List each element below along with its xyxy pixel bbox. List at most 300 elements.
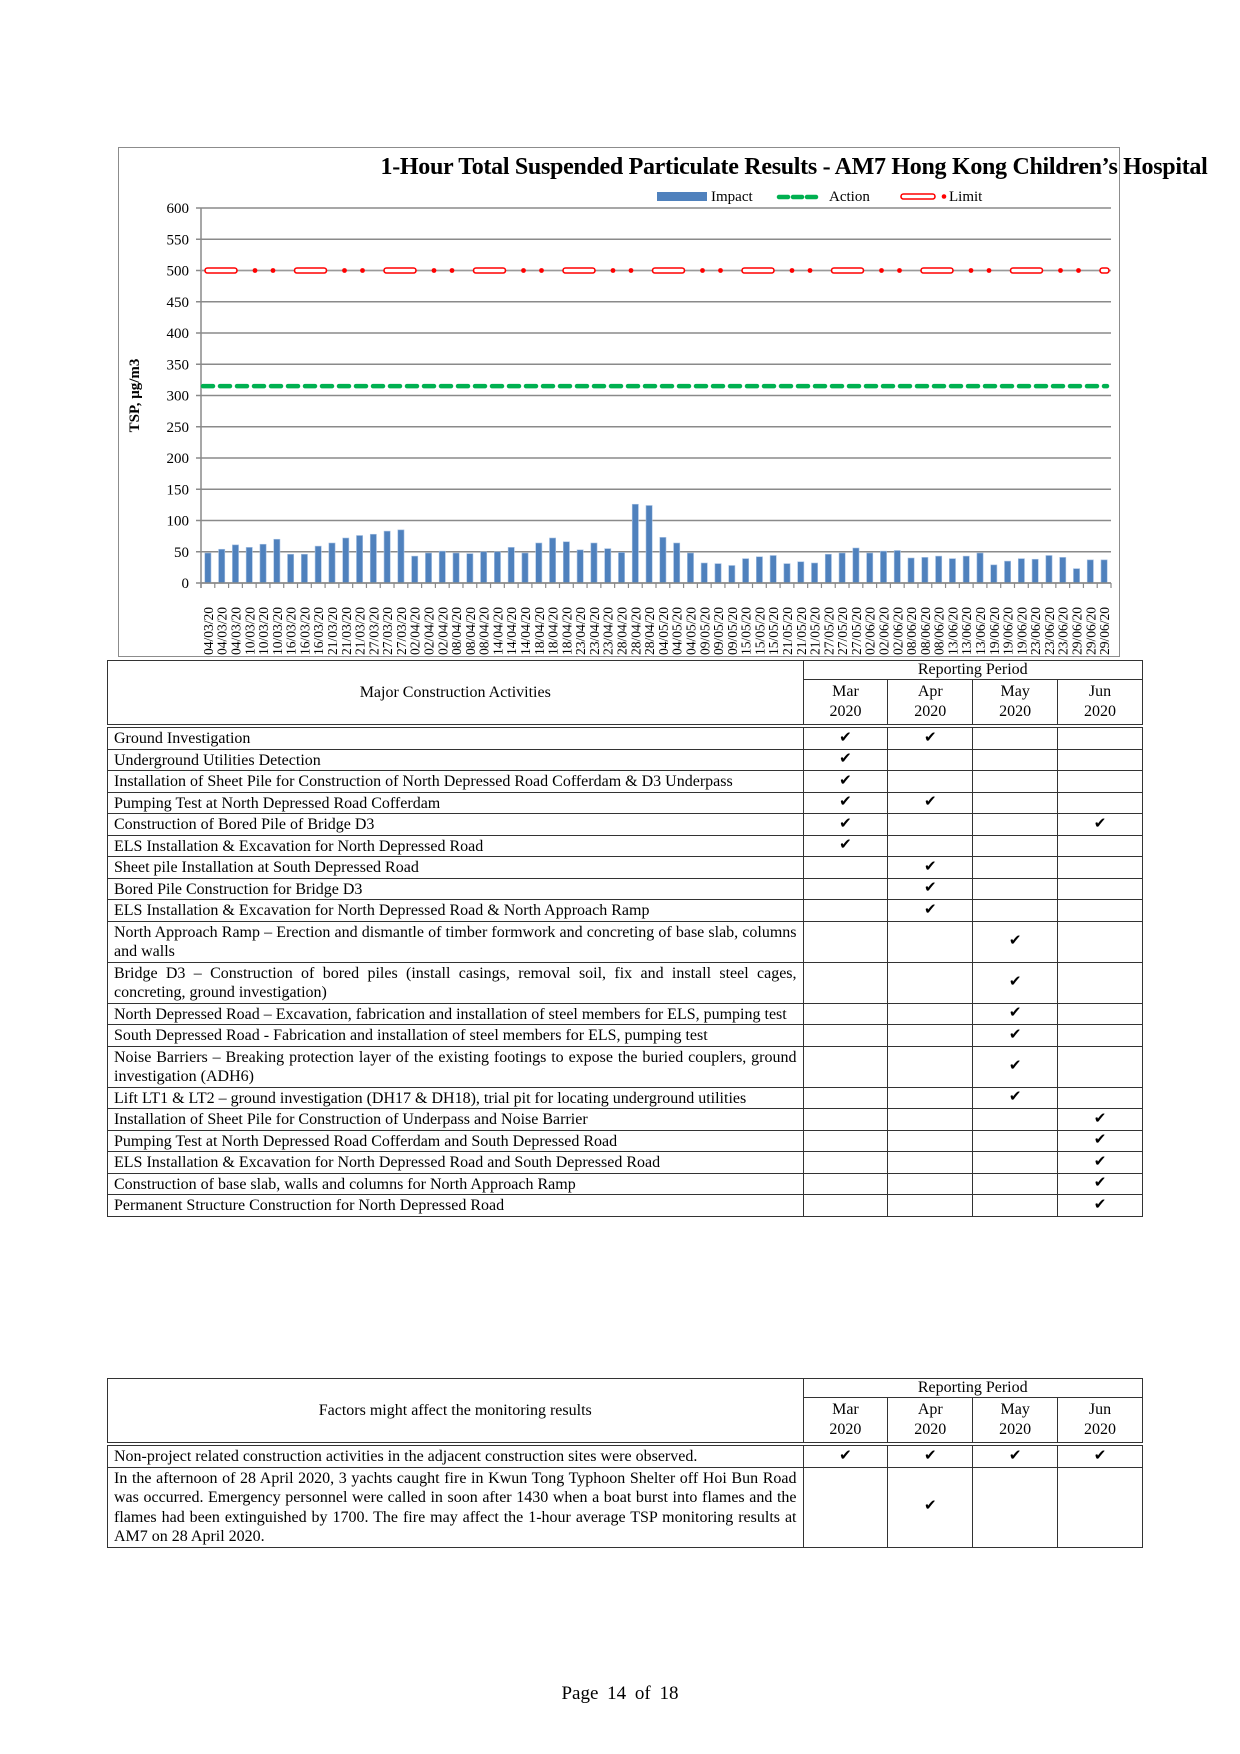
monitoring-factors-table: [107, 1378, 1143, 1548]
checkmark-icon: ✔: [1008, 1026, 1022, 1043]
period-cell: [1058, 900, 1143, 922]
period-cell: [973, 814, 1058, 836]
impact-bar: [384, 531, 390, 583]
table-row: [108, 1003, 1143, 1025]
row-description: Ground Investigation: [108, 726, 804, 749]
period-cell: [803, 1087, 888, 1109]
impact-bar: [1101, 560, 1107, 583]
x-tick-label: 16/03/20: [297, 606, 313, 655]
period-cell: [888, 792, 973, 814]
period-cell: [1058, 1195, 1143, 1217]
impact-bar: [618, 552, 624, 583]
checkmark-icon: ✔: [839, 1447, 852, 1464]
checkmark-icon: ✔: [924, 794, 937, 810]
x-tick-label: 21/05/20: [779, 606, 795, 655]
impact-bar: [991, 565, 997, 583]
month-name: Apr: [917, 1401, 943, 1418]
y-tick-label: 400: [166, 326, 189, 342]
y-tick-label: 250: [166, 419, 189, 436]
month-header: [803, 680, 888, 727]
limit-dot: [700, 268, 705, 273]
impact-bar: [977, 553, 983, 583]
x-tick-label: 21/05/20: [807, 606, 823, 655]
x-tick-label: 19/06/20: [1014, 606, 1030, 655]
impact-bar: [770, 556, 776, 584]
limit-dot: [879, 268, 884, 273]
impact-bar: [288, 554, 294, 583]
period-cell: [888, 1087, 973, 1109]
impact-bar: [674, 543, 680, 583]
legend-limit-label: Limit: [949, 189, 983, 205]
limit-dot: [969, 268, 974, 273]
x-tick-label: 19/06/20: [1000, 606, 1016, 655]
period-cell: [973, 749, 1058, 771]
period-cell: [973, 1467, 1058, 1547]
x-tick-label: 09/05/20: [697, 606, 713, 655]
period-cell: [1058, 1152, 1143, 1174]
period-cell: [1058, 835, 1143, 857]
x-tick-label: 21/05/20: [793, 606, 809, 655]
month-year: 2020: [1084, 703, 1117, 720]
row-description: Sheet pile Installation at South Depressed Road: [108, 857, 804, 879]
checkmark-icon: ✔: [1093, 1132, 1107, 1148]
limit-dot: [521, 268, 526, 273]
impact-bar: [453, 553, 459, 583]
x-tick-label: 15/05/20: [738, 606, 754, 655]
limit-dash: [1011, 268, 1043, 273]
table-row: [108, 900, 1143, 922]
period-cell: [888, 749, 973, 771]
month-year: 2020: [829, 703, 862, 720]
period-cell: [888, 1467, 973, 1547]
row-description: ELS Installation & Excavation for North Depressed Road and South Depressed Road: [108, 1152, 804, 1174]
period-cell: [803, 726, 888, 749]
x-tick-label: 08/04/20: [462, 606, 478, 655]
checkmark-icon: ✔: [1008, 1057, 1022, 1074]
impact-bar: [811, 563, 817, 583]
row-description: In the afternoon of 28 April 2020, 3 yachts caught fire in Kwun Tong Typhoon Shelter off Hoi Bun Road was occurred. Emergency personnel were called in soon after 1430 when a boat burst into flames and the flames had been extinguished by 1700. The fire may affect the 1-hour average TSP monitoring results at AM7 on 28 April 2020.: [108, 1467, 804, 1547]
x-tick-label: 08/04/20: [449, 606, 465, 655]
legend-limit-swatch: [901, 194, 935, 199]
month-header: [973, 680, 1058, 727]
y-tick-label: 350: [166, 357, 189, 374]
period-cell: [1058, 1173, 1143, 1195]
x-tick-label: 04/05/20: [655, 606, 671, 655]
page-number: Page 14 of 18: [561, 1683, 679, 1704]
x-tick-label: 14/04/20: [504, 606, 520, 655]
row-description: South Depressed Road - Fabrication and installation of steel members for ELS, pumping test: [108, 1025, 804, 1047]
impact-bar: [1004, 561, 1010, 583]
impact-bar: [1032, 559, 1038, 583]
factors-header: Factors might affect the monitoring results: [108, 1379, 804, 1445]
x-tick-label: 08/06/20: [917, 606, 933, 655]
checkmark-icon: ✔: [839, 837, 852, 853]
x-tick-label: 27/03/20: [380, 606, 396, 655]
checkmark-icon: ✔: [924, 1447, 937, 1464]
limit-dot: [271, 268, 276, 273]
x-tick-label: 18/04/20: [559, 606, 575, 655]
period-cell: [973, 900, 1058, 922]
limit-dot: [629, 268, 634, 273]
impact-bar: [398, 530, 404, 583]
x-tick-label: 19/06/20: [986, 606, 1002, 655]
period-cell: [1058, 1003, 1143, 1025]
impact-bar: [756, 557, 762, 583]
impact-bar: [701, 563, 707, 583]
period-cell: [888, 814, 973, 836]
row-description: Pumping Test at North Depressed Road Cofferdam: [108, 792, 804, 814]
x-tick-label: 02/04/20: [421, 606, 437, 655]
impact-bar: [370, 534, 376, 583]
limit-dot: [450, 268, 455, 273]
legend-impact-label: Impact: [711, 189, 753, 205]
impact-bar: [412, 556, 418, 583]
limit-dot: [539, 268, 544, 273]
period-cell: [803, 878, 888, 900]
impact-bar: [867, 553, 873, 583]
limit-dot: [253, 268, 258, 273]
checkmark-icon: ✔: [1093, 1110, 1107, 1127]
x-tick-label: 04/05/20: [683, 606, 699, 655]
period-cell: [888, 1444, 973, 1467]
checkmark-icon: ✔: [1008, 1005, 1022, 1021]
construction-activities-table: [107, 660, 1143, 1217]
table-row: [108, 1046, 1143, 1087]
period-cell: [1058, 878, 1143, 900]
period-cell: [1058, 749, 1143, 771]
x-tick-label: 28/04/20: [642, 606, 658, 655]
checkmark-icon: ✔: [924, 858, 937, 875]
x-tick-label: 28/04/20: [628, 606, 644, 655]
table-row: [108, 1109, 1143, 1131]
month-year: 2020: [914, 1421, 947, 1438]
checkmark-icon: ✔: [1008, 1089, 1022, 1105]
checkmark-icon: ✔: [924, 729, 937, 746]
checkmark-icon: ✔: [839, 729, 852, 746]
x-tick-label: 21/03/20: [352, 606, 368, 655]
period-cell: [803, 1003, 888, 1025]
impact-bar: [729, 566, 735, 584]
impact-bar: [632, 504, 638, 583]
period-cell: [888, 835, 973, 857]
table-row: [108, 792, 1143, 814]
x-tick-label: 04/03/20: [214, 606, 230, 655]
reporting-period-header: Reporting Period: [803, 661, 1142, 680]
period-cell: [973, 726, 1058, 749]
month-header: [888, 680, 973, 727]
x-tick-label: 04/05/20: [669, 606, 685, 655]
period-cell: [888, 1109, 973, 1131]
x-tick-label: 23/04/20: [600, 606, 616, 655]
row-description: Construction of Bored Pile of Bridge D3: [108, 814, 804, 836]
impact-bar: [522, 553, 528, 583]
table-row: [108, 962, 1143, 1003]
x-tick-label: 09/05/20: [724, 606, 740, 655]
x-tick-label: 18/04/20: [531, 606, 547, 655]
impact-bar: [687, 553, 693, 583]
legend-impact-swatch: [657, 192, 707, 201]
impact-bar: [825, 554, 831, 583]
period-cell: [803, 771, 888, 793]
impact-bar: [894, 551, 900, 584]
month-header: [888, 1398, 973, 1445]
row-description: North Depressed Road – Excavation, fabrication and installation of steel members for ELS, pumping test: [108, 1003, 804, 1025]
x-tick-label: 15/05/20: [752, 606, 768, 655]
checkmark-icon: ✔: [839, 794, 852, 810]
x-tick-label: 23/04/20: [586, 606, 602, 655]
row-description: Permanent Structure Construction for North Depressed Road: [108, 1195, 804, 1217]
x-tick-label: 13/06/20: [945, 606, 961, 655]
table-row: [108, 1087, 1143, 1109]
month-name: Jun: [1088, 683, 1112, 700]
x-tick-label: 23/06/20: [1041, 606, 1057, 655]
limit-dash: [563, 268, 595, 273]
impact-bar: [743, 559, 749, 583]
period-cell: [1058, 814, 1143, 836]
limit-dash: [921, 268, 953, 273]
month-year: 2020: [829, 1421, 862, 1438]
period-cell: [888, 1046, 973, 1087]
x-tick-label: 28/04/20: [614, 606, 630, 655]
x-tick-label: 27/03/20: [366, 606, 382, 655]
limit-dot: [360, 268, 365, 273]
period-cell: [973, 962, 1058, 1003]
impact-bar: [715, 564, 721, 583]
period-cell: [1058, 1444, 1143, 1467]
impact-bar: [343, 538, 349, 583]
impact-bar: [1087, 560, 1093, 583]
checkmark-icon: ✔: [1008, 932, 1022, 949]
period-cell: [1058, 962, 1143, 1003]
checkmark-icon: ✔: [1093, 1196, 1107, 1213]
checkmark-icon: ✔: [1093, 1175, 1107, 1191]
x-tick-label: 13/06/20: [973, 606, 989, 655]
limit-dot: [808, 268, 813, 273]
x-tick-label: 23/06/20: [1028, 606, 1044, 655]
period-cell: [1058, 1467, 1143, 1547]
y-tick-label: 100: [166, 513, 189, 530]
limit-dot: [1058, 268, 1063, 273]
impact-bar: [853, 548, 859, 583]
table-row: [108, 878, 1143, 900]
checkmark-icon: ✔: [839, 772, 852, 789]
y-tick-label: 550: [166, 232, 189, 249]
x-tick-label: 10/03/20: [269, 606, 285, 655]
impact-bar: [963, 556, 969, 583]
x-tick-label: 27/05/20: [821, 606, 837, 655]
month-name: May: [1000, 683, 1030, 700]
impact-bar: [646, 506, 652, 584]
month-year: 2020: [999, 1421, 1032, 1438]
limit-dot: [432, 268, 437, 273]
period-cell: [973, 921, 1058, 962]
period-cell: [973, 771, 1058, 793]
y-axis-label: TSP, μg/m3: [127, 358, 143, 433]
checkmark-icon: ✔: [839, 751, 852, 767]
impact-bar: [219, 549, 225, 583]
table-row: [108, 1130, 1143, 1152]
chart-container: [118, 147, 1208, 657]
table-row: [108, 921, 1143, 962]
impact-bar: [356, 536, 362, 584]
chart-title: 1-Hour Total Suspended Particulate Results - AM7 Hong Kong Children’s Hospital: [380, 154, 1208, 180]
impact-bar: [467, 554, 473, 583]
period-cell: [803, 900, 888, 922]
y-tick-label: 50: [174, 544, 189, 561]
period-cell: [803, 857, 888, 879]
period-cell: [803, 1130, 888, 1152]
period-cell: [888, 1173, 973, 1195]
table-row: [108, 1173, 1143, 1195]
x-tick-label: 16/03/20: [311, 606, 327, 655]
x-tick-label: 10/03/20: [242, 606, 258, 655]
impact-bar: [315, 546, 321, 583]
impact-bar: [880, 551, 886, 583]
impact-bar: [660, 537, 666, 583]
impact-bar: [922, 557, 928, 583]
checkmark-icon: ✔: [924, 880, 937, 896]
x-tick-label: 29/06/20: [1083, 606, 1099, 655]
table-row: [108, 857, 1143, 879]
period-cell: [803, 1046, 888, 1087]
month-header: [803, 1398, 888, 1445]
limit-dot: [611, 268, 616, 273]
impact-bar: [936, 556, 942, 583]
period-cell: [1058, 1087, 1143, 1109]
table-row: [108, 1467, 1143, 1547]
impact-bar: [274, 539, 280, 583]
impact-bar: [508, 547, 514, 583]
x-tick-label: 23/06/20: [1055, 606, 1071, 655]
impact-bar: [1060, 557, 1066, 583]
period-cell: [1058, 1046, 1143, 1087]
period-cell: [888, 878, 973, 900]
impact-bar: [1046, 556, 1052, 584]
period-cell: [973, 1130, 1058, 1152]
impact-bar: [481, 552, 487, 583]
period-cell: [1058, 1109, 1143, 1131]
period-cell: [888, 726, 973, 749]
period-cell: [888, 1130, 973, 1152]
checkmark-icon: ✔: [1093, 1153, 1107, 1170]
month-year: 2020: [999, 703, 1032, 720]
legend-limit-dot: [942, 194, 947, 199]
impact-bar: [246, 547, 252, 583]
period-cell: [973, 1046, 1058, 1087]
row-description: Construction of base slab, walls and columns for North Approach Ramp: [108, 1173, 804, 1195]
checkmark-icon: ✔: [924, 1498, 937, 1515]
impact-bar: [563, 542, 569, 583]
period-cell: [1058, 792, 1143, 814]
limit-dash: [1100, 268, 1109, 273]
row-description: ELS Installation & Excavation for North Depressed Road: [108, 835, 804, 857]
period-cell: [888, 962, 973, 1003]
period-cell: [973, 1025, 1058, 1047]
limit-dash: [474, 268, 506, 273]
period-cell: [888, 857, 973, 879]
y-tick-label: 200: [166, 451, 189, 467]
checkmark-icon: ✔: [839, 815, 852, 832]
period-cell: [803, 1025, 888, 1047]
x-tick-label: 04/03/20: [200, 606, 216, 655]
tsp-bar-chart: [119, 148, 1121, 658]
impact-bar: [798, 562, 804, 583]
x-tick-label: 27/05/20: [848, 606, 864, 655]
impact-bar: [494, 552, 500, 583]
row-description: Non-project related construction activities in the adjacent construction sites were observed.: [108, 1444, 804, 1467]
table-row: [108, 749, 1143, 771]
row-description: Noise Barriers – Breaking protection layer of the existing footings to expose the buried couplers, ground investigation (ADH6): [108, 1046, 804, 1087]
limit-dash: [384, 268, 416, 273]
impact-bar: [536, 543, 542, 583]
period-cell: [803, 1195, 888, 1217]
table-row: [108, 771, 1143, 793]
row-description: Installation of Sheet Pile for Construction of North Depressed Road Cofferdam & D3 Underpass: [108, 771, 804, 793]
x-tick-label: 09/05/20: [711, 606, 727, 655]
period-cell: [803, 792, 888, 814]
impact-bar: [591, 543, 597, 583]
row-description: North Approach Ramp – Erection and dismantle of timber formwork and concreting of base slab, columns and walls: [108, 921, 804, 962]
period-cell: [973, 1087, 1058, 1109]
x-tick-label: 23/04/20: [573, 606, 589, 655]
x-tick-label: 18/04/20: [545, 606, 561, 655]
legend-action-label: Action: [829, 189, 870, 205]
impact-bar: [1073, 569, 1079, 583]
period-cell: [888, 1152, 973, 1174]
impact-bar: [839, 553, 845, 583]
month-name: Mar: [832, 1401, 859, 1418]
table-row: [108, 814, 1143, 836]
period-cell: [803, 835, 888, 857]
period-cell: [803, 1467, 888, 1547]
y-tick-label: 0: [181, 576, 189, 592]
impact-bar: [439, 551, 445, 583]
month-year: 2020: [914, 703, 947, 720]
row-description: Lift LT1 & LT2 – ground investigation (DH17 & DH18), trial pit for locating underground utilities: [108, 1087, 804, 1109]
impact-bar: [549, 538, 555, 583]
period-cell: [973, 1109, 1058, 1131]
x-tick-label: 02/04/20: [435, 606, 451, 655]
x-tick-label: 27/03/20: [393, 606, 409, 655]
period-cell: [803, 814, 888, 836]
period-cell: [1058, 771, 1143, 793]
period-cell: [1058, 857, 1143, 879]
impact-bar: [1018, 559, 1024, 583]
impact-bar: [577, 550, 583, 583]
limit-dot: [987, 268, 992, 273]
period-cell: [1058, 1130, 1143, 1152]
limit-dash: [742, 268, 774, 273]
limit-dash: [205, 268, 237, 273]
table-row: [108, 1025, 1143, 1047]
period-cell: [803, 1173, 888, 1195]
limit-dot: [1076, 268, 1081, 273]
x-tick-label: 13/06/20: [959, 606, 975, 655]
period-cell: [973, 857, 1058, 879]
period-cell: [973, 792, 1058, 814]
impact-bar: [205, 553, 211, 583]
impact-bar: [908, 558, 914, 583]
month-name: Jun: [1088, 1401, 1112, 1418]
period-cell: [888, 900, 973, 922]
period-cell: [1058, 1025, 1143, 1047]
limit-dot: [342, 268, 347, 273]
period-cell: [888, 1003, 973, 1025]
impact-bar: [949, 559, 955, 583]
x-tick-label: 15/05/20: [766, 606, 782, 655]
period-cell: [803, 749, 888, 771]
x-tick-label: 14/04/20: [490, 606, 506, 655]
